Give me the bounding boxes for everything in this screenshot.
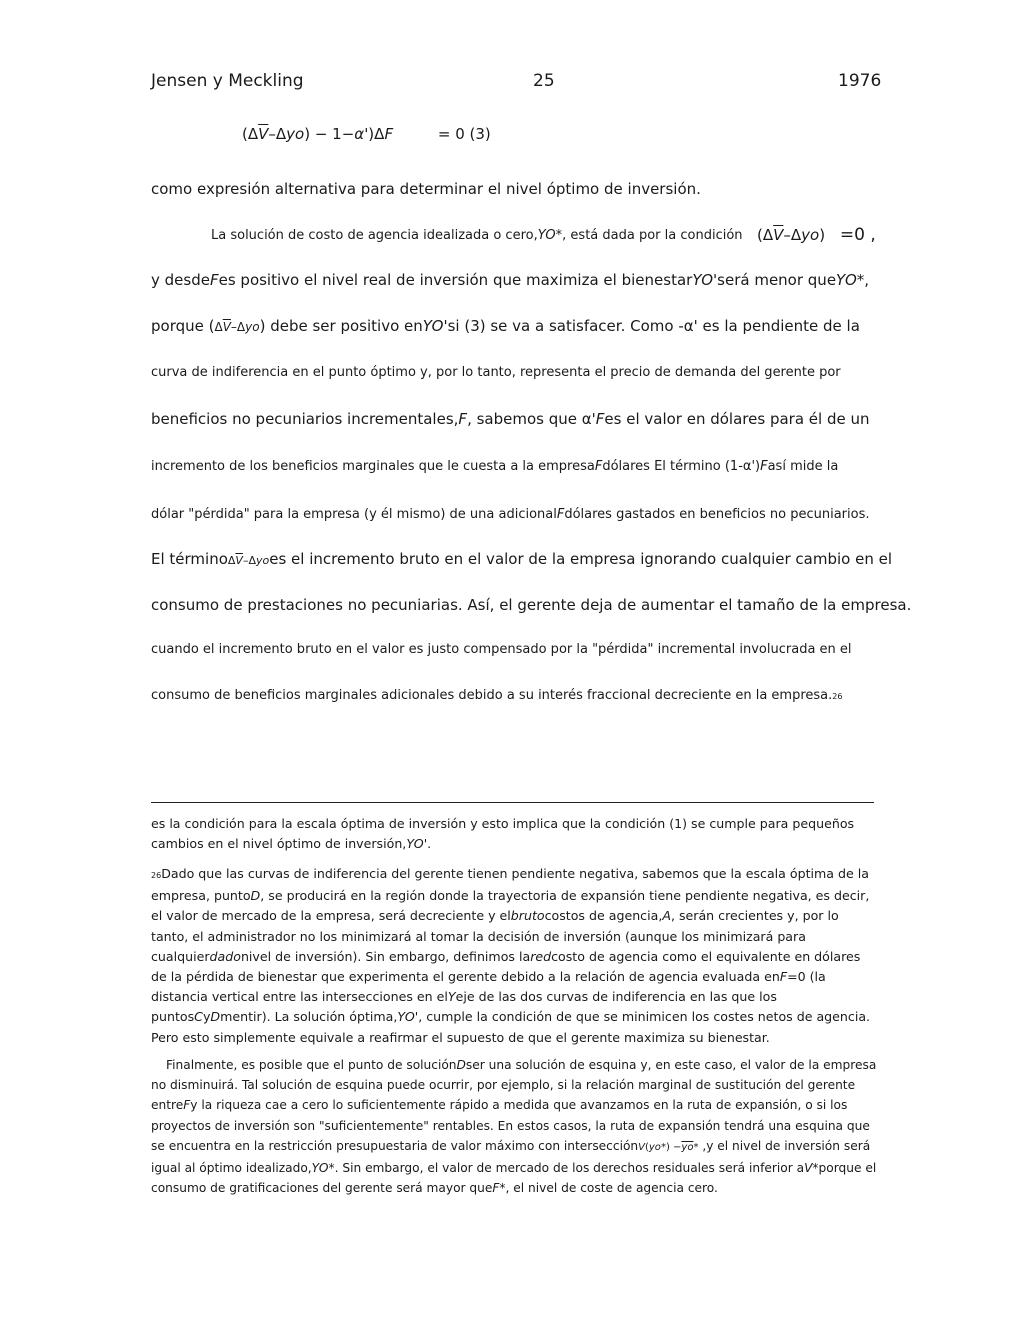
page-number: 25: [533, 71, 555, 91]
body-line-3: y desdeFes positivo el nivel real de inversión que maximiza el bienestarYO'será menor queYO*,: [151, 271, 870, 289]
footnote-26-paragraph-2: Finalmente, es posible que el punto de soluciónDser una solución de esquina y, en este caso, el valor de la empresa no disminuirá. Tal solución de esquina puede ocurrir, por ejemplo, si la relación marginal de sustitución del gerente entreFy la riqueza cae a cero lo suficientemente rápido a medida que avanzamos en la ruta de expansión, o si los proyectos de inversión son "suficientemente" rentables. En estos casos, la ruta de expansión tendrá una esquina que se encuentra en la restricción presupuestaria de valor máximo con intersecciónV(yo*) $-\overline{yo}*$ ,y el nivel de inversión será igual al óptimo idealizado,YO*. Sin embargo, el valor de mercado de los derechos residuales será inferior aV*porque el consumo de gratificaciones del gerente será mayor queF*, el nivel de coste de agencia cero.: [151, 1058, 877, 1196]
footnote-continuation: es la condición para la escala óptima de inversión y esto implica que la condición (1) se cumple para pequeños cambios en el nivel óptimo de inversión,YO'.: [151, 816, 855, 852]
body-line-12: consumo de beneficios marginales adicionales debido a su interés fraccional decreciente en la empresa.26: [151, 688, 843, 703]
body-line-5: curva de indiferencia en el punto óptimo y, por lo tanto, representa el precio de demanda del gerente por: [151, 365, 841, 380]
footnote-ref-26: 26: [832, 692, 843, 701]
body-line-8: dólar "pérdida" para la empresa (y él mismo) de una adicionalFdólares gastados en beneficios no pecuniarios.: [151, 507, 870, 522]
footnote-separator: [151, 802, 874, 803]
footnote-26: 26Dado que las curvas de indiferencia del gerente tienen pendiente negativa, sabemos que la escala óptima de la empresa, puntoD, se producirá en la región donde la trayectoria de expansión tiene pendiente negativa, es decir, el valor de mercado de la empresa, será decreciente y elbrutocostos de agencia,A, serán crecientes y, por lo tanto, el administrador no los minimizará al tomar la decisión de inversión (aunque los minimizará para cualquierdadonivel de inversión). Sin embargo, definimos laredcosto de agencia como el equivalente en dólares de la pérdida de bienestar que experimenta el gerente debido a la relación de agencia evaluada enF=0 (la distancia vertical entre las intersecciones en elYeje de las dos curvas de indiferencia en las que los puntosCyDmentir). La solución óptima,YO', cumple la condición de que se minimicen los costes netos de agencia. Pero esto simplemente equivale a reafirmar el supuesto de que el gerente maximiza su bienestar.: [151, 866, 871, 1045]
body-line-7: incremento de los beneficios marginales que le cuesta a la empresaFdólares El término (1-α')Fasí mide la: [151, 459, 839, 474]
footnote-26-number: 26: [151, 871, 162, 880]
running-header-year: 1976: [838, 71, 882, 91]
body-line-1: como expresión alternativa para determinar el nivel óptimo de inversión.: [151, 180, 701, 198]
equation-3: $(\Delta\overline{V}-\Delta yo) - 1-\alpha')\Delta F = 0$ (3): [242, 125, 491, 143]
body-line-4: porque $(\Delta\overline{V}-\Delta yo)$ debe ser positivo enYO'si (3) se va a satisfacer. Como -α' es la pendiente de la: [151, 317, 860, 335]
body-line-10: consumo de prestaciones no pecuniarias. Así, el gerente deja de aumentar el tamaño de la empresa.: [151, 596, 912, 614]
inline-condition-equation: $(\Delta\overline{V}-\Delta yo) =0$ ,: [757, 225, 876, 245]
body-line-6: beneficios no pecuniarios incrementales,F, sabemos que α'Fes el valor en dólares para él de un: [151, 410, 870, 428]
body-line-2: La solución de costo de agencia idealizada o cero,YO*, está dada por la condición: [211, 228, 743, 243]
body-line-11: cuando el incremento bruto en el valor es justo compensado por la "pérdida" incremental involucrada en el: [151, 642, 852, 657]
running-header-author: Jensen y Meckling: [151, 71, 304, 91]
body-line-9: El $término\Delta\overline{V}$–Δyoes el incremento bruto en el valor de la empresa ignorando cualquier cambio en el: [151, 550, 893, 568]
